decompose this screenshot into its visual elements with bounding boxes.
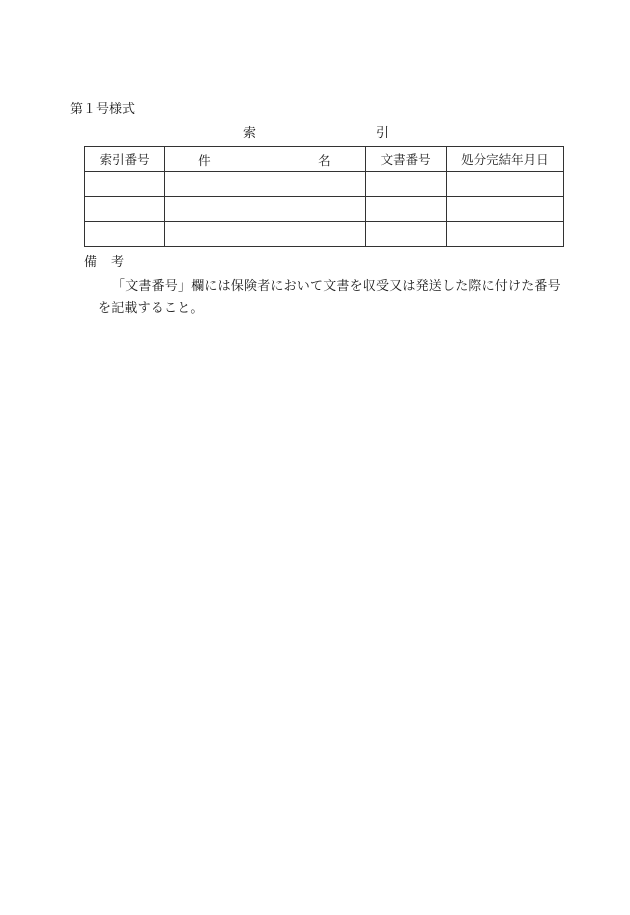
table-cell	[446, 197, 563, 222]
table-cell	[85, 222, 165, 247]
header-document-number: 文書番号	[365, 147, 446, 172]
header-index-number: 索引番号	[85, 147, 165, 172]
form-number: 第１号様式	[70, 102, 136, 117]
header-subject-char-2: 名	[318, 153, 331, 168]
header-subject	[165, 147, 365, 172]
index-title-char-1: 索	[243, 126, 257, 141]
remarks-text: 「文書番号」欄には保険者において文書を収受又は発送した際に付けた番号を記載すること。	[98, 279, 561, 316]
table-cell	[165, 172, 365, 197]
table-cell	[446, 172, 563, 197]
table-cell	[365, 172, 446, 197]
remarks-heading-char-2: 考	[111, 255, 125, 270]
table-cell	[446, 222, 563, 247]
remarks-heading-char-1: 備	[84, 255, 98, 270]
table-row	[85, 197, 564, 222]
table-cell	[165, 222, 365, 247]
table-row	[85, 222, 564, 247]
table-cell	[165, 197, 365, 222]
header-subject-char-1: 件	[198, 153, 211, 168]
table-cell	[365, 197, 446, 222]
header-completion-date: 処分完結年月日	[446, 147, 563, 172]
table-row	[85, 172, 564, 197]
table-cell	[85, 197, 165, 222]
index-table	[84, 146, 564, 247]
table-header-row	[85, 147, 564, 172]
index-title-char-2: 引	[376, 126, 390, 141]
table-cell	[365, 222, 446, 247]
table-cell	[85, 172, 165, 197]
